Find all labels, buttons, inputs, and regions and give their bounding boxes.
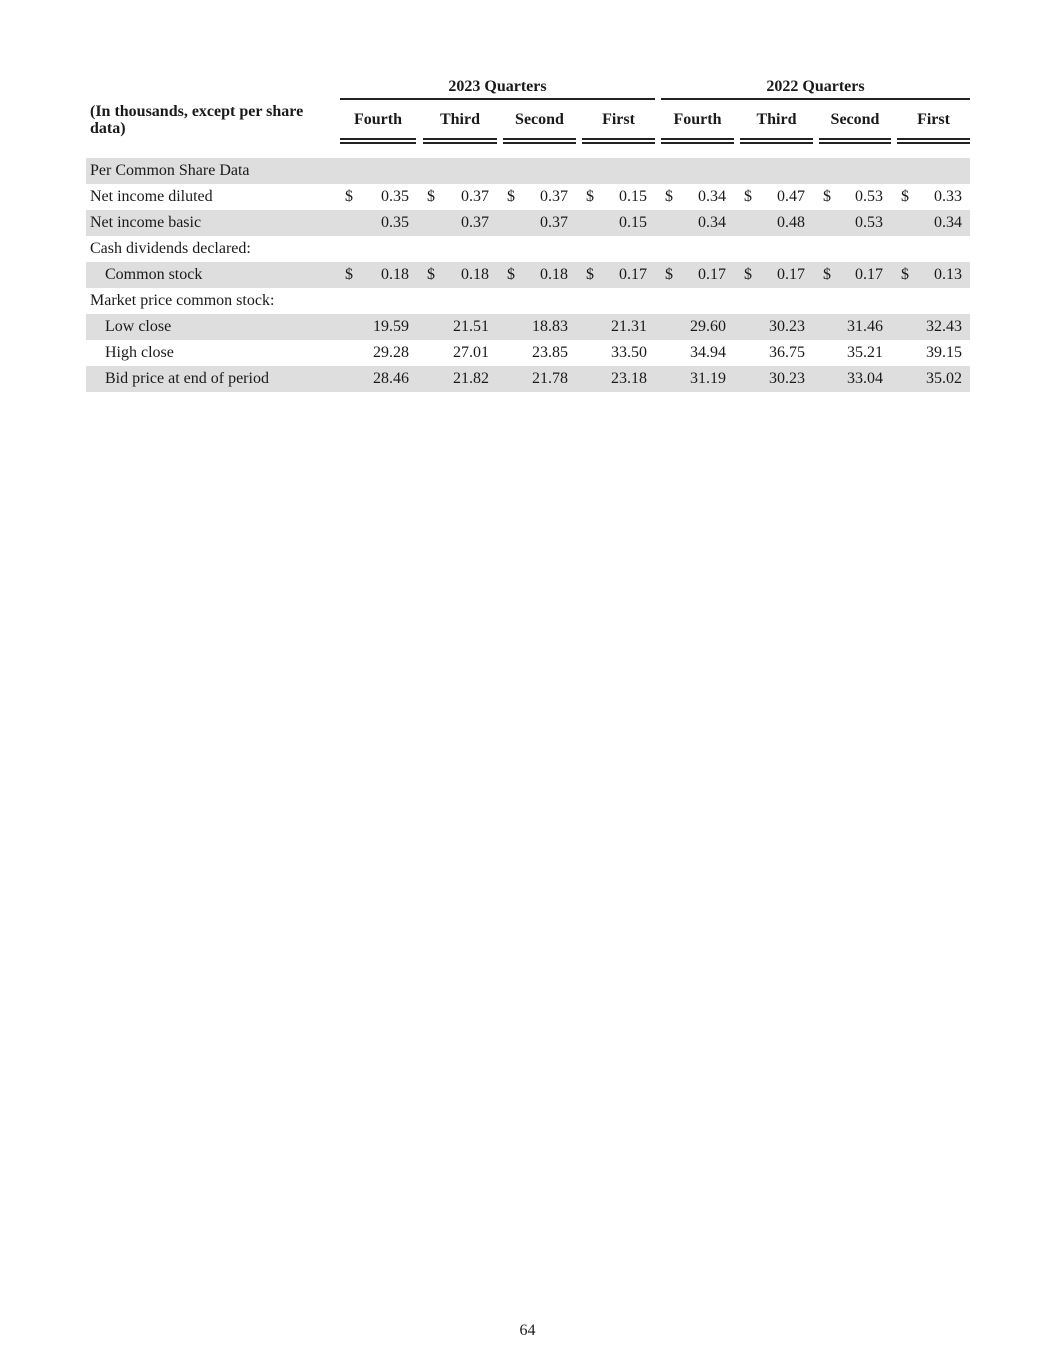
row-label: High close — [105, 344, 174, 361]
cell-value: 0.37 — [461, 214, 489, 231]
header-double-rule — [819, 138, 891, 144]
cell-value: 29.28 — [373, 344, 409, 361]
cell-value: 31.19 — [690, 370, 726, 387]
cell-value: 27.01 — [453, 344, 489, 361]
row-label: Cash dividends declared: — [90, 240, 251, 257]
cell-value: 19.59 — [373, 318, 409, 335]
currency-symbol: $ — [665, 188, 673, 205]
header-double-rule — [661, 138, 734, 144]
currency-symbol: $ — [823, 188, 831, 205]
cell-value: 29.60 — [690, 318, 726, 335]
cell-value: 0.13 — [934, 266, 962, 283]
cell-value: 23.85 — [532, 344, 568, 361]
cell-value: 0.35 — [381, 188, 409, 205]
cell-value: 0.37 — [461, 188, 489, 205]
header-double-rule — [503, 138, 576, 144]
quarter-header: Third — [756, 111, 797, 128]
row-label: Low close — [105, 318, 172, 335]
header-double-rule — [340, 138, 416, 144]
cell-value: 21.82 — [453, 370, 489, 387]
group-header-2023: 2023 Quarters — [448, 78, 547, 95]
cell-value: 23.18 — [611, 370, 647, 387]
cell-value: 33.04 — [847, 370, 883, 387]
quarter-header: Fourth — [354, 111, 402, 128]
cell-value: 0.17 — [777, 266, 805, 283]
currency-symbol: $ — [427, 266, 435, 283]
cell-value: 30.23 — [769, 318, 805, 335]
cell-value: 18.83 — [532, 318, 568, 335]
table-label-header: (In thousands, except per share data) — [90, 103, 304, 137]
cell-value: 21.78 — [532, 370, 568, 387]
currency-symbol: $ — [507, 266, 515, 283]
table-row — [86, 158, 970, 184]
cell-value: 0.15 — [619, 188, 647, 205]
currency-symbol: $ — [345, 266, 353, 283]
cell-value: 31.46 — [847, 318, 883, 335]
table-row — [86, 366, 970, 392]
cell-value: 0.37 — [540, 214, 568, 231]
row-label: Bid price at end of period — [105, 370, 269, 387]
currency-symbol: $ — [586, 266, 594, 283]
cell-value: 0.53 — [855, 214, 883, 231]
table-row — [86, 184, 970, 210]
row-label: Common stock — [105, 266, 203, 283]
cell-value: 28.46 — [373, 370, 409, 387]
cell-value: 35.21 — [847, 344, 883, 361]
cell-value: 0.17 — [698, 266, 726, 283]
cell-value: 0.34 — [698, 214, 726, 231]
quarter-header: Fourth — [673, 111, 722, 128]
table-row — [86, 262, 970, 288]
currency-symbol: $ — [665, 266, 673, 283]
quarter-header: First — [917, 111, 950, 128]
quarter-header: Third — [439, 111, 480, 128]
table-row — [86, 236, 970, 262]
quarter-header: First — [602, 111, 635, 128]
cell-value: 0.18 — [461, 266, 489, 283]
group-header-2022: 2022 Quarters — [766, 78, 865, 95]
cell-value: 39.15 — [926, 344, 962, 361]
row-label: Net income diluted — [90, 188, 213, 205]
cell-value: 0.17 — [619, 266, 647, 283]
currency-symbol: $ — [427, 188, 435, 205]
header-double-rule — [897, 138, 970, 144]
cell-value: 0.34 — [698, 188, 726, 205]
cell-value: 0.34 — [934, 214, 962, 231]
row-label: Per Common Share Data — [90, 162, 250, 179]
cell-value: 21.31 — [611, 318, 647, 335]
table-row — [86, 340, 970, 366]
currency-symbol: $ — [901, 266, 909, 283]
cell-value: 0.33 — [934, 188, 962, 205]
cell-value: 33.50 — [611, 344, 647, 361]
cell-value: 21.51 — [453, 318, 489, 335]
header-double-rule — [423, 138, 497, 144]
table-row — [86, 288, 970, 314]
cell-value: 0.15 — [619, 214, 647, 231]
currency-symbol: $ — [586, 188, 594, 205]
quarter-header: Second — [830, 111, 880, 128]
table-row — [86, 314, 970, 340]
cell-value: 0.37 — [540, 188, 568, 205]
currency-symbol: $ — [744, 188, 752, 205]
cell-value: 36.75 — [769, 344, 805, 361]
cell-value: 0.18 — [540, 266, 568, 283]
quarter-header: Second — [515, 111, 564, 128]
currency-symbol: $ — [507, 188, 515, 205]
header-double-rule — [582, 138, 655, 144]
page-number: 64 — [519, 1322, 536, 1339]
cell-value: 34.94 — [690, 344, 726, 361]
cell-value: 0.47 — [777, 188, 805, 205]
currency-symbol: $ — [901, 188, 909, 205]
table-row — [86, 210, 970, 236]
cell-value: 0.53 — [855, 188, 883, 205]
group-rule-2023 — [340, 98, 655, 100]
row-label: Net income basic — [90, 214, 202, 231]
row-label: Market price common stock: — [90, 292, 275, 309]
cell-value: 30.23 — [769, 370, 805, 387]
currency-symbol: $ — [823, 266, 831, 283]
group-rule-2022 — [661, 98, 970, 100]
currency-symbol: $ — [345, 188, 353, 205]
cell-value: 0.48 — [777, 214, 805, 231]
cell-value: 0.17 — [855, 266, 883, 283]
cell-value: 0.35 — [381, 214, 409, 231]
currency-symbol: $ — [744, 266, 752, 283]
cell-value: 0.18 — [381, 266, 409, 283]
header-double-rule — [740, 138, 813, 144]
cell-value: 35.02 — [926, 370, 962, 387]
cell-value: 32.43 — [926, 318, 962, 335]
